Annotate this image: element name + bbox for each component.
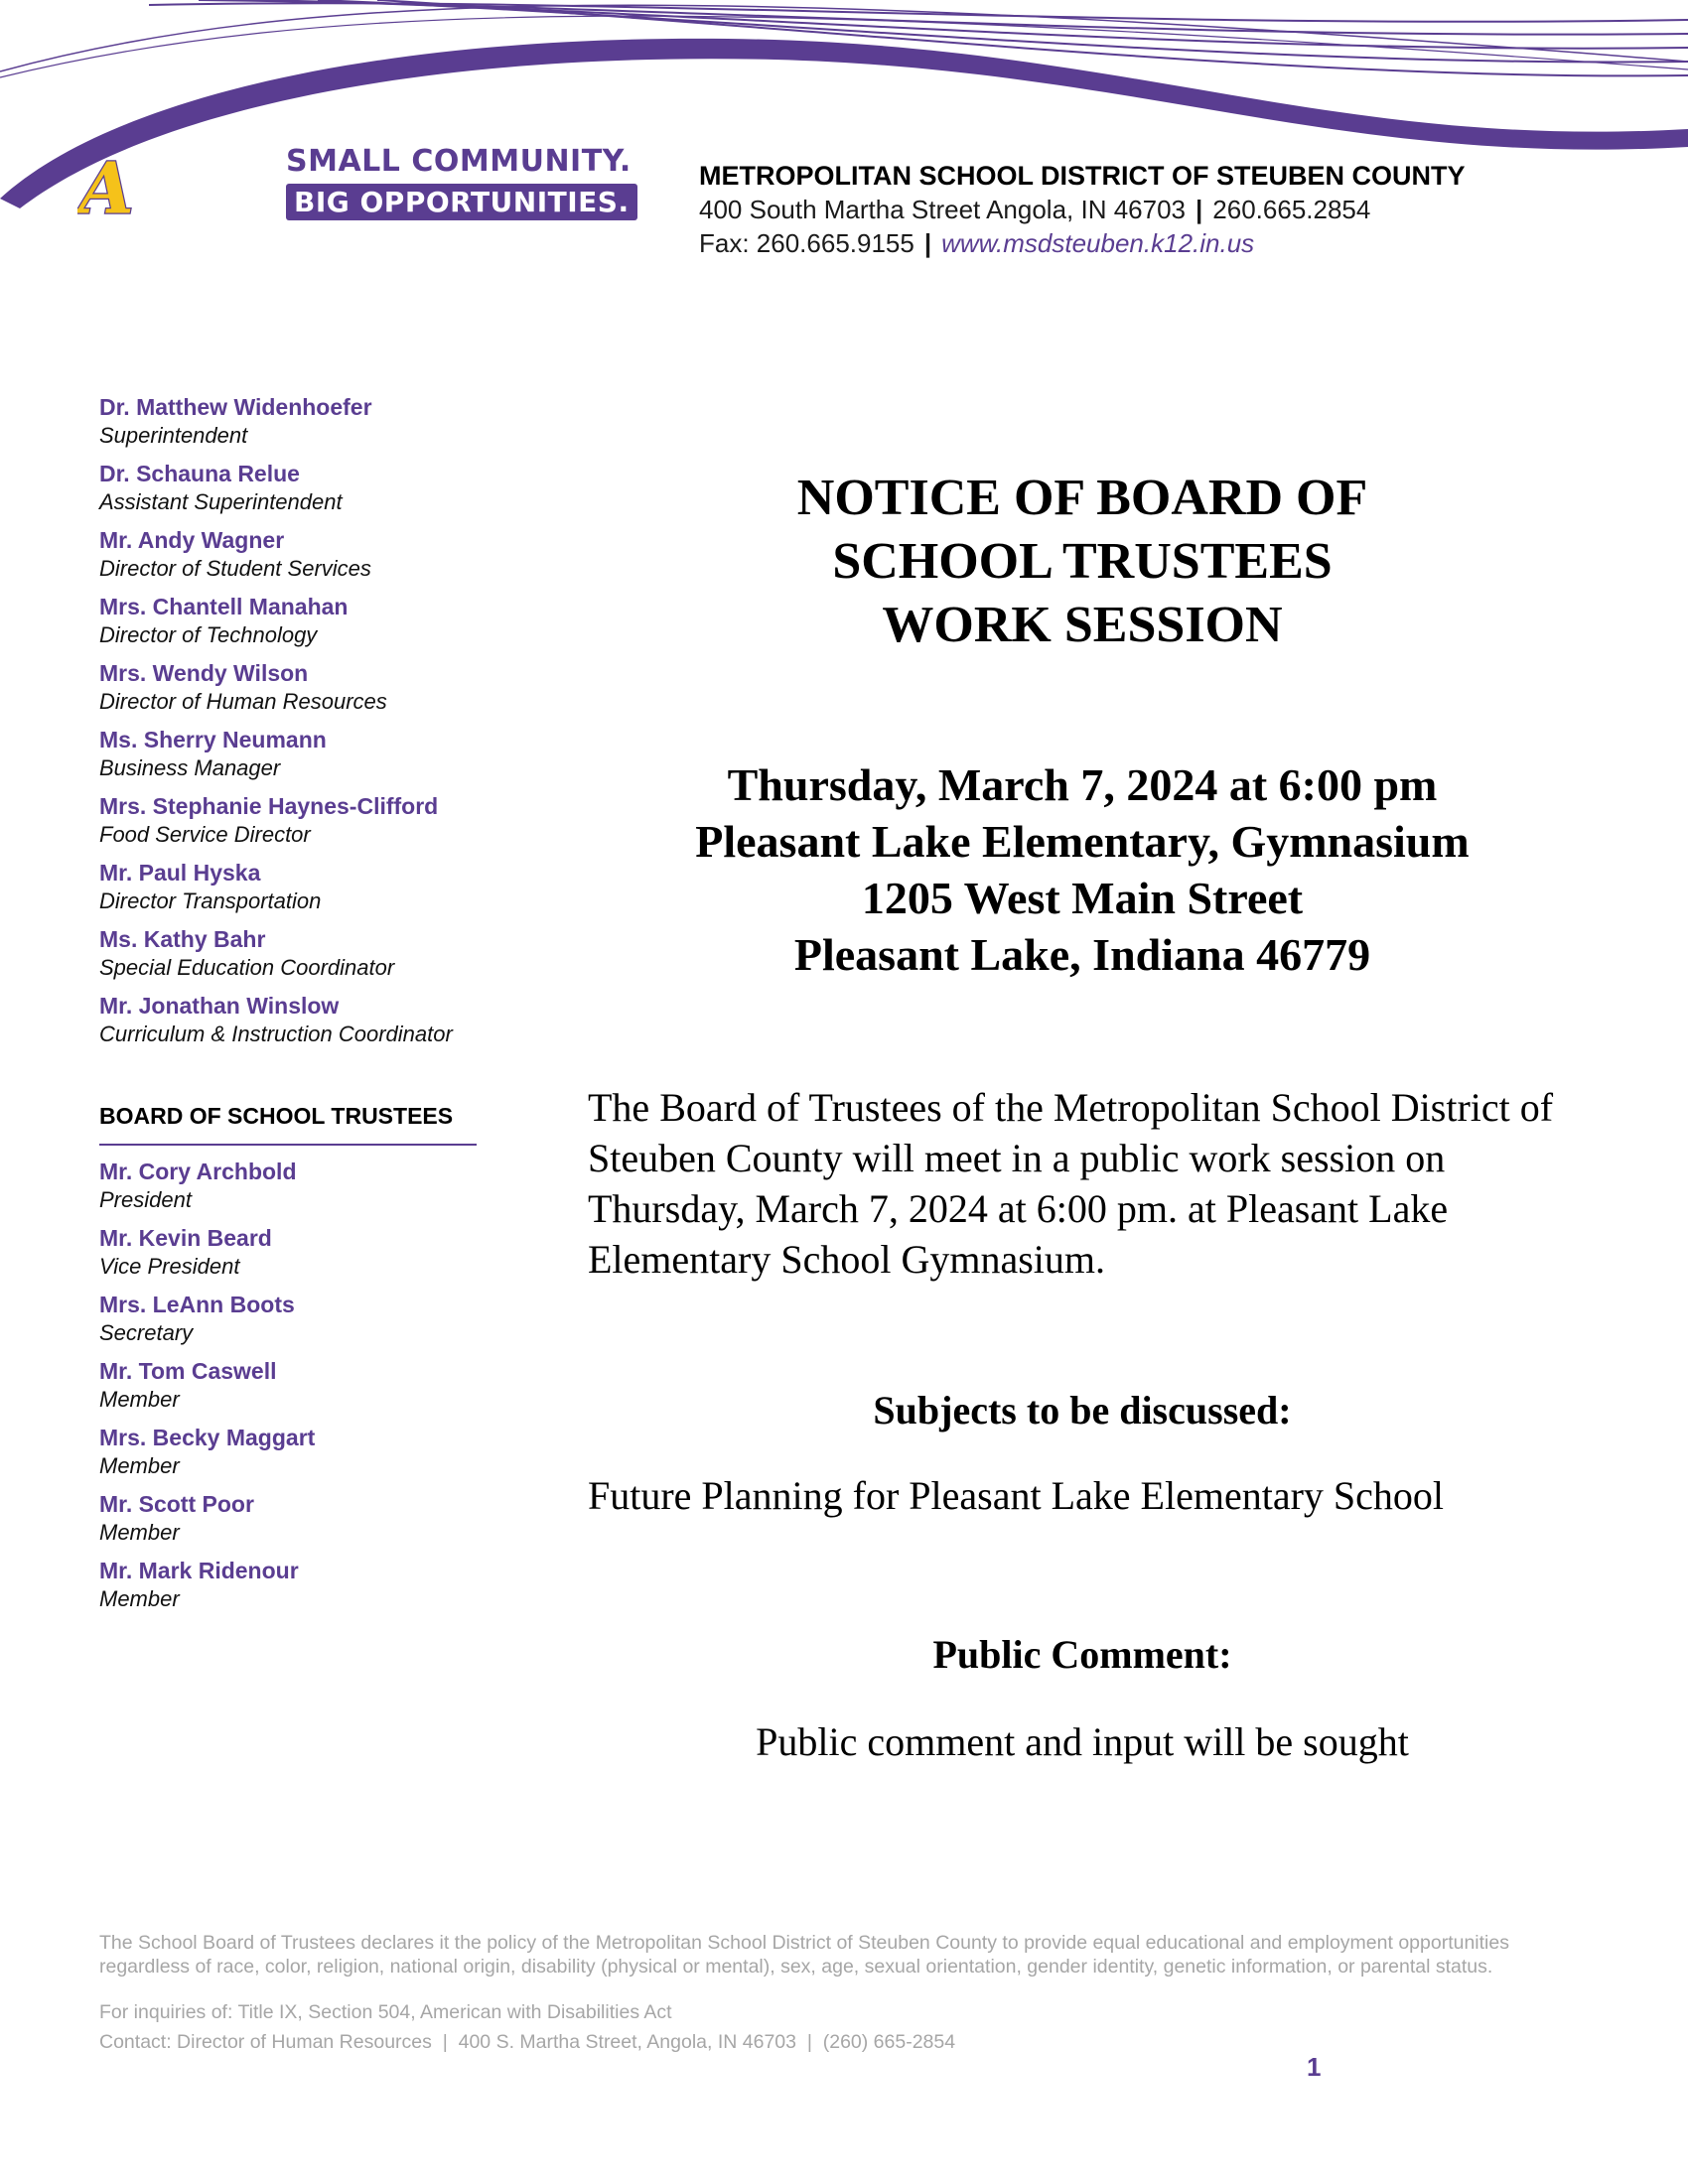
staff-role: Director of Human Resources	[99, 689, 387, 714]
board-member-role: Member	[99, 1586, 180, 1611]
staff-role: Food Service Director	[99, 822, 311, 847]
meeting-date: Thursday, March 7, 2024 at 6:00 pm	[727, 759, 1438, 810]
sidebar	[99, 393, 526, 1623]
notice-title-line: WORK SESSION	[882, 597, 1283, 653]
board-member-name: Mrs. Becky Maggart	[99, 1425, 316, 1450]
fax: Fax: 260.665.9155	[699, 228, 914, 258]
staff-role: Director of Student Services	[99, 556, 371, 581]
board-member-name: Mr. Mark Ridenour	[99, 1558, 299, 1583]
public-comment-text: Public comment and input will be sought	[756, 1719, 1409, 1764]
board-member-role: President	[99, 1187, 192, 1212]
separator: |	[923, 228, 932, 258]
staff-role: Director of Technology	[99, 622, 318, 647]
footer	[99, 1931, 1549, 2054]
staff-role: Business Manager	[99, 755, 281, 780]
subjects-heading: Subjects to be discussed:	[873, 1388, 1292, 1433]
board-member-role: Member	[99, 1520, 180, 1545]
staff-role: Superintendent	[99, 423, 248, 448]
address: 400 South Martha Street Angola, IN 46703	[699, 195, 1187, 224]
staff-list	[99, 393, 526, 1048]
board-heading: BOARD OF SCHOOL TRUSTEES	[99, 1103, 477, 1146]
staff-name: Mrs. Stephanie Haynes-Clifford	[99, 793, 439, 819]
fax-line	[699, 226, 1466, 260]
board-member	[99, 1557, 526, 1613]
staff-item	[99, 792, 526, 849]
meeting-details	[576, 756, 1589, 983]
district-logo-a	[77, 85, 276, 284]
footer-inquiries: For inquiries of: Title IX, Section 504, American with Disabilities Act	[99, 2001, 672, 2023]
staff-item	[99, 526, 526, 583]
phone: 260.665.2854	[1212, 195, 1371, 224]
logo-letter: A	[78, 146, 134, 230]
address-line	[699, 193, 1466, 226]
tagline	[286, 144, 637, 220]
board-member-name: Mr. Kevin Beard	[99, 1225, 272, 1251]
page-number: 1	[1307, 2052, 1322, 2082]
board-member	[99, 1357, 526, 1414]
board-member-role: Member	[99, 1387, 180, 1412]
meeting-street: 1205 West Main Street	[861, 873, 1304, 923]
board-member	[99, 1224, 526, 1281]
staff-name: Dr. Schauna Relue	[99, 461, 300, 486]
meeting-city: Pleasant Lake, Indiana 46779	[793, 929, 1371, 980]
footer-policy: The School Board of Trustees declares it the policy of the Metropolitan School District of Steuben County to provide equal educational and employment opportunities regardless of race, color, religion, national origin, disability (physical or mental), sex, age, sexual orientation, gender identity, genetic information, or parental status.	[99, 1932, 1509, 1978]
board-member	[99, 1424, 526, 1480]
staff-name: Mr. Jonathan Winslow	[99, 993, 340, 1019]
public-comment-heading: Public Comment:	[932, 1632, 1232, 1677]
board-member-role: Member	[99, 1453, 180, 1478]
board-member-name: Mr. Cory Archbold	[99, 1159, 297, 1184]
staff-item	[99, 726, 526, 782]
meeting-location: Pleasant Lake Elementary, Gymnasium	[695, 816, 1470, 867]
separator: |	[1196, 195, 1203, 224]
staff-name: Mr. Paul Hyska	[99, 860, 261, 886]
staff-name: Dr. Matthew Widenhoefer	[99, 394, 372, 420]
staff-name: Ms. Sherry Neumann	[99, 727, 327, 752]
tagline-line2: BIG OPPORTUNITIES.	[286, 184, 637, 220]
staff-item	[99, 859, 526, 915]
notice-title-line: NOTICE OF BOARD OF	[796, 470, 1368, 526]
staff-item	[99, 659, 526, 716]
board-member	[99, 1291, 526, 1347]
staff-name: Ms. Kathy Bahr	[99, 926, 266, 952]
staff-item	[99, 925, 526, 982]
board-member-role: Secretary	[99, 1320, 194, 1345]
staff-role: Curriculum & Instruction Coordinator	[99, 1022, 453, 1046]
staff-item	[99, 992, 526, 1048]
district-name: METROPOLITAN SCHOOL DISTRICT OF STEUBEN COUNTY	[699, 161, 1466, 191]
staff-name: Mrs. Chantell Manahan	[99, 594, 349, 619]
tagline-line1: SMALL COMMUNITY.	[286, 144, 632, 179]
website-link[interactable]: www.msdsteuben.k12.in.us	[941, 228, 1255, 258]
notice-body: The Board of Trustees of the Metropolitan School District of Steuben County will meet in a public work session on Thursday, March 7, 2024 at 6:00 pm. at Pleasant Lake Elementary School Gymnasium.	[588, 1085, 1554, 1282]
board-member	[99, 1490, 526, 1547]
staff-item	[99, 460, 526, 516]
staff-name: Mr. Andy Wagner	[99, 527, 285, 553]
notice-title-line: SCHOOL TRUSTEES	[832, 533, 1333, 590]
staff-role: Director Transportation	[99, 888, 322, 913]
board-member-name: Mr. Tom Caswell	[99, 1358, 277, 1384]
staff-role: Special Education Coordinator	[99, 955, 395, 980]
staff-name: Mrs. Wendy Wilson	[99, 660, 309, 686]
notice-main	[576, 467, 1589, 1767]
board-member	[99, 1158, 526, 1214]
staff-item	[99, 393, 526, 450]
staff-item	[99, 593, 526, 649]
staff-role: Assistant Superintendent	[99, 489, 343, 514]
board-member-name: Mrs. LeAnn Boots	[99, 1292, 295, 1317]
footer-contact: Contact: Director of Human Resources | 400 S. Martha Street, Angola, IN 46703 | (260) 665-2854	[99, 2031, 956, 2053]
board-list	[99, 1158, 526, 1613]
board-member-role: Vice President	[99, 1254, 240, 1279]
board-member-name: Mr. Scott Poor	[99, 1491, 254, 1517]
subjects-text: Future Planning for Pleasant Lake Elementary School	[588, 1473, 1445, 1518]
district-contact-block	[699, 159, 1466, 260]
notice-title	[576, 467, 1589, 657]
